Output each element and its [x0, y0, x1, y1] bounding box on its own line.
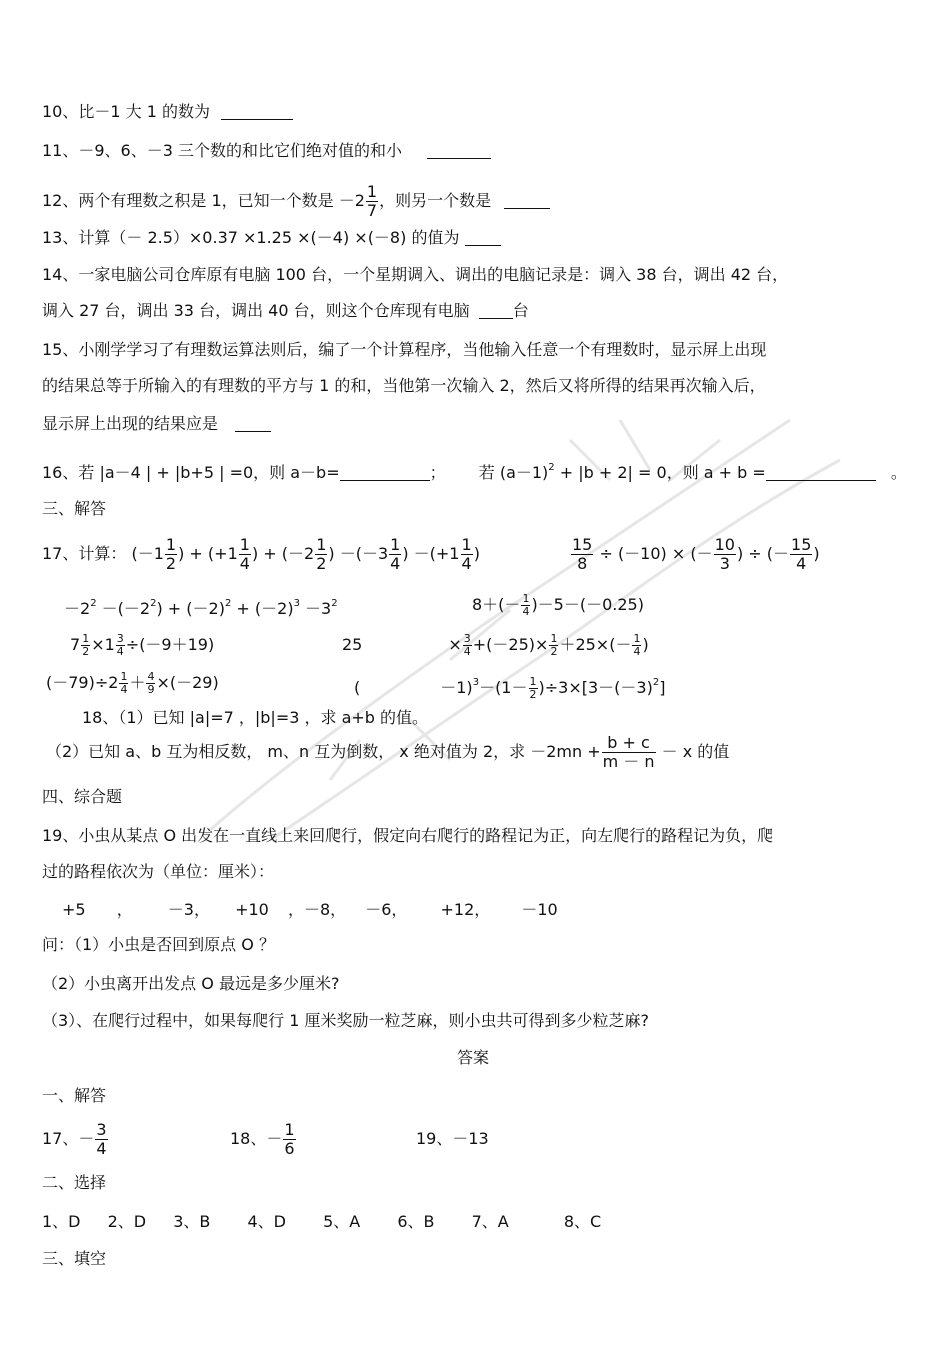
- question-17-label: 17、计算：: [42, 544, 127, 563]
- exponent: 2: [331, 598, 338, 609]
- question-18-line1: 18、（1）已知 |a|=7 ，|b|=3 ，求 a+b 的值。: [82, 708, 429, 727]
- question-15-text: 显示屏上出现的结果应是: [42, 414, 219, 433]
- fraction-numerator: 1: [165, 535, 177, 554]
- expr-text: +(－25)×: [472, 635, 549, 654]
- fraction-numerator: 15: [572, 535, 593, 554]
- expr-text: 7: [70, 635, 81, 654]
- fraction-numerator: 10: [714, 535, 735, 554]
- question-17-expr-6: [342, 632, 649, 658]
- expr-text: ): [473, 544, 480, 563]
- expr-text: －(－2: [96, 599, 151, 618]
- question-15-line1: 15、小刚学学习了有理数运算法则后，编了一个计算程序，当他输入任意一个有理数时，显示屏上出现: [42, 340, 767, 359]
- fraction-numerator: 1: [284, 1120, 295, 1139]
- question-13-text: 13、计算（－ 2.5）×0.37 ×1.25 ×(－4) ×(－8) 的值为: [42, 228, 460, 247]
- fraction-denominator: 2: [550, 645, 558, 658]
- question-16: [42, 458, 907, 483]
- fraction-numerator: 1: [633, 632, 641, 645]
- fraction-denominator: 4: [120, 683, 128, 696]
- exponent: 2: [150, 598, 157, 609]
- answer-label: 17、－: [42, 1129, 95, 1148]
- expr-text: ＋: [129, 673, 146, 692]
- fraction-numerator: 1: [239, 535, 250, 554]
- fraction-denominator: 8: [577, 554, 588, 573]
- fraction-denominator: 4: [796, 554, 807, 573]
- fraction-numerator: 1: [522, 592, 530, 605]
- fraction-numerator: 1: [82, 632, 90, 645]
- question-19-line1: 19、小虫从某点 O 出发在一直线上来回爬行，假定向右爬行的路程记为正，向左爬行的路程记为负，爬: [42, 826, 774, 845]
- fraction-numerator: 3: [96, 1120, 107, 1139]
- question-19-line2: 过的路程依次为（单位：厘米）：: [42, 862, 275, 881]
- question-17-expr-5: [70, 632, 214, 658]
- question-19-values: [62, 900, 558, 920]
- fraction-denominator: 6: [284, 1139, 295, 1158]
- expr-text: ÷(－9＋19): [125, 635, 215, 654]
- question-19-ask-2: （2）小虫离开出发点 O 最远是多少厘米?: [42, 974, 340, 993]
- answers-section-1: 一、解答: [42, 1086, 107, 1105]
- question-18-line2: [46, 732, 729, 772]
- fraction-denominator: 4: [390, 554, 401, 573]
- question-13: [42, 228, 501, 248]
- fraction-numerator: 15: [791, 535, 812, 554]
- answer-blank: [427, 142, 491, 159]
- fraction-numerator: 1: [316, 535, 327, 554]
- expr-text: ): [813, 544, 820, 563]
- answer-blank: [465, 229, 501, 246]
- fraction-numerator: 1: [461, 535, 472, 554]
- fraction-numerator: 1: [120, 670, 128, 683]
- answers-title: 答案: [457, 1048, 490, 1067]
- fraction-numerator: 3: [463, 632, 471, 645]
- expr-text: ) + (－2): [156, 599, 225, 618]
- fraction-denominator: 4: [633, 645, 641, 658]
- question-19-ask-3: （3）、在爬行过程中，如果每爬行 1 厘米奖励一粒芝麻，则小虫共可得到多少粒芝麻?: [42, 1011, 650, 1030]
- expr-text: + (－2): [231, 599, 294, 618]
- fraction-denominator: 4: [463, 645, 471, 658]
- choice-answer: 8、C: [563, 1212, 602, 1231]
- question-17-expr-8: [354, 670, 665, 701]
- separator: ，: [116, 900, 133, 919]
- expr-text: ×: [448, 635, 462, 654]
- fraction-denominator: 4: [96, 1139, 107, 1158]
- fraction-numerator: 1: [529, 675, 537, 688]
- question-11-text: 11、－9、6、－3 三个数的和比它们绝对值的和小: [42, 141, 402, 160]
- choice-answers: [42, 1212, 601, 1232]
- expr-text: ) －(－3: [328, 544, 389, 563]
- exponent: 2: [548, 462, 555, 473]
- exponent: 2: [90, 598, 97, 609]
- expr-text: (－79)÷2: [46, 673, 119, 692]
- answer-blank: [504, 192, 550, 209]
- fraction-numerator: 1: [550, 632, 558, 645]
- exponent: 3: [472, 677, 480, 688]
- fraction-denominator: 2: [529, 688, 537, 701]
- expr-text: ×1: [91, 635, 115, 654]
- expr-text: ) －(+1: [402, 544, 460, 563]
- question-15-line3: [42, 414, 271, 434]
- expr-text: ): [642, 635, 649, 654]
- expr-text: －3: [299, 599, 332, 618]
- question-17-expr-4: [472, 592, 644, 618]
- choice-answer: 6、B: [397, 1212, 435, 1231]
- answer-label: 18、－: [230, 1129, 283, 1148]
- expr-text: ＋25×(－: [559, 635, 632, 654]
- answer-blank: [221, 103, 293, 120]
- expr-text: －1): [440, 678, 473, 697]
- expr-text: (－1: [131, 544, 164, 563]
- distance-value: +10: [235, 900, 269, 919]
- answer-18: [230, 1119, 297, 1159]
- expr-text: )－5－(－0.25): [531, 595, 644, 614]
- question-14-line1: 14、一家电脑公司仓库原有电脑 100 台，一个星期调入、调出的电脑记录是：调入 38 台，调出 42 台，: [42, 265, 789, 284]
- choice-answer: 5、A: [323, 1212, 361, 1231]
- answer-blank: [479, 302, 513, 319]
- fraction-numerator: b + c: [602, 734, 656, 753]
- question-17-expr-1: [42, 534, 480, 574]
- answer-19: 19、－13: [416, 1129, 489, 1148]
- separator: ；: [429, 463, 446, 482]
- question-12: [42, 181, 550, 221]
- fraction-denominator: 4: [239, 554, 250, 573]
- expr-text: －2: [64, 599, 91, 618]
- distance-value: －6，: [365, 900, 408, 919]
- fraction-numerator: 4: [147, 670, 155, 683]
- answer-blank: [766, 464, 876, 481]
- question-15-line2: 的结果总等于所输入的有理数的平方与 1 的和，当他第一次输入 2，然后又将所得的结果再次输入后，: [42, 376, 766, 395]
- watermark-stamp: [150, 360, 870, 880]
- distance-value: －10: [521, 900, 558, 919]
- distance-value: +12，: [440, 900, 491, 919]
- question-10: [42, 102, 293, 122]
- fraction-denominator: 3: [719, 554, 730, 573]
- question-12-text-b: ，则另一个数是: [379, 191, 492, 210]
- question-18-text-b: － x 的值: [656, 742, 730, 761]
- fraction-denominator: 4: [461, 554, 472, 573]
- fraction-denominator: 2: [82, 645, 90, 658]
- fraction-numerator: 3: [116, 632, 124, 645]
- expr-text: 25: [342, 635, 363, 654]
- expr-text: －(1－: [479, 678, 528, 697]
- expr-text: ) ÷ (－: [736, 544, 790, 563]
- question-17-expr-7: [46, 670, 219, 696]
- fraction-denominator: 2: [165, 554, 177, 573]
- answer-blank: [340, 464, 430, 481]
- choice-answer: 3、B: [173, 1212, 211, 1231]
- distance-value: +5: [62, 900, 86, 919]
- question-16-text-b: 若 (a－1): [478, 463, 549, 482]
- exponent: 2: [224, 598, 232, 609]
- choice-answer: 2、D: [107, 1212, 147, 1231]
- exponent: 2: [652, 677, 660, 688]
- fraction-numerator: 1: [390, 535, 401, 554]
- fraction-numerator: 1: [366, 182, 378, 201]
- fraction-denominator: 7: [366, 201, 378, 220]
- expr-text: ÷ (－10) × (－: [594, 544, 713, 563]
- choice-answer: 1、D: [42, 1212, 81, 1231]
- distance-value: ，－8，: [287, 900, 347, 919]
- question-10-text: 10、比－1 大 1 的数为: [42, 102, 210, 121]
- expr-text: ) + (－2: [251, 544, 315, 563]
- expr-text: ]: [659, 678, 666, 697]
- question-12-text: 12、两个有理数之积是 1，已知一个数是 －2: [42, 191, 365, 210]
- distance-value: －3，: [167, 900, 210, 919]
- answers-section-2: 二、选择: [42, 1173, 107, 1192]
- question-17-expr-2: [570, 534, 820, 574]
- expr-text: )÷3×[3－(－3): [538, 678, 653, 697]
- exponent: 3: [293, 598, 300, 609]
- question-19-ask-1: 问：（1）小虫是否回到原点 O ？: [42, 935, 275, 954]
- end-mark: 。: [890, 463, 907, 482]
- fraction-denominator: 4: [116, 645, 124, 658]
- question-16-text-c: + |b + 2| = 0，则 a + b =: [554, 463, 766, 482]
- choice-answer: 4、D: [247, 1212, 286, 1231]
- choice-answer: 7、A: [471, 1212, 509, 1231]
- expr-text: (: [354, 678, 361, 697]
- expr-text: ×(－29): [156, 673, 219, 692]
- question-14-unit: 台: [512, 301, 529, 320]
- question-18-text: （2）已知 a、b 互为相反数， m、n 互为倒数， x 绝对值为 2，求 －2mn +: [46, 742, 601, 761]
- fraction-denominator: 9: [147, 683, 155, 696]
- answers-section-3: 三、填空: [42, 1249, 107, 1268]
- question-14-line2: [42, 301, 529, 321]
- fraction-denominator: m － n: [602, 752, 655, 771]
- section-4-title: 四、综合题: [42, 787, 123, 806]
- section-3-title: 三、解答: [42, 499, 107, 518]
- fraction-denominator: 2: [316, 554, 327, 573]
- question-16-text-a: 16、若 |a－4 | + |b+5 | =0，则 a－b=: [42, 463, 340, 482]
- question-14-text: 调入 27 台，调出 33 台，调出 40 台，则这个仓库现有电脑: [42, 301, 470, 320]
- expr-text: ) + (+1: [178, 544, 238, 563]
- answer-blank: [235, 415, 271, 432]
- question-11: [42, 141, 491, 161]
- expr-text: 8＋(－: [472, 595, 521, 614]
- answer-17: [42, 1119, 109, 1159]
- fraction-denominator: 4: [522, 605, 530, 618]
- question-17-expr-3: [64, 594, 338, 619]
